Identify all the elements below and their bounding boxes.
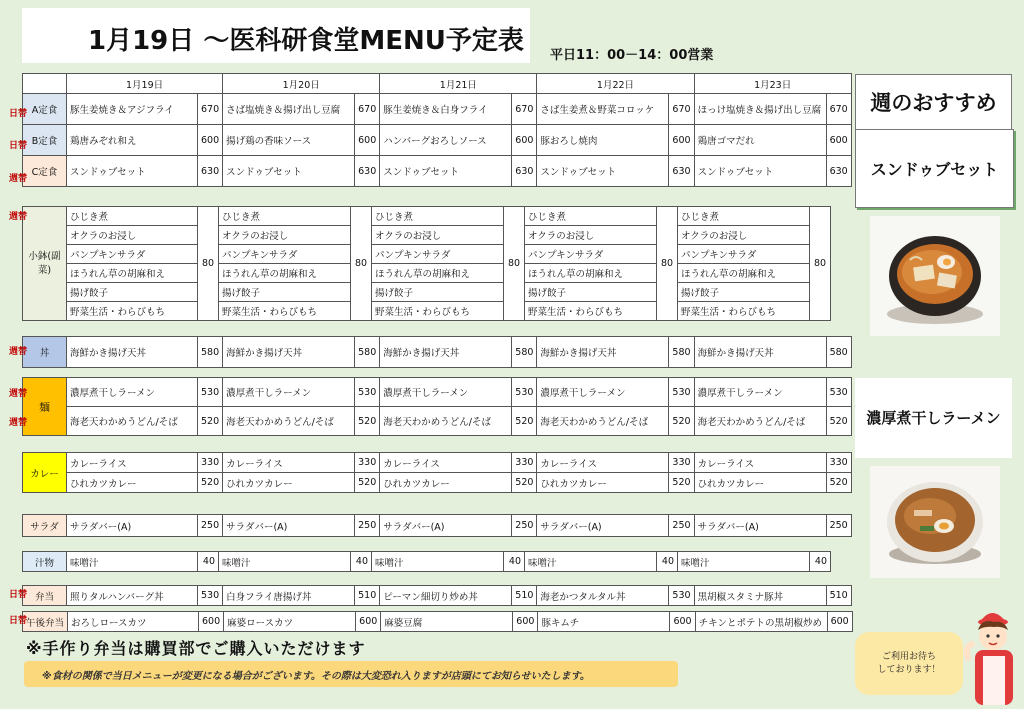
menu-price: 40 (810, 552, 831, 572)
menu-price: 670 (826, 94, 851, 125)
menu-price: 630 (512, 156, 537, 187)
side-dish-price: 80 (198, 207, 219, 321)
day-header: 1月21日 (380, 74, 537, 94)
staff-illustration (960, 598, 1024, 705)
menu-item: 海老天わかめうどん/そば (223, 407, 355, 436)
recommend-item-1: スンドゥブセット (855, 129, 1014, 208)
menu-price: 250 (826, 515, 851, 537)
side-dish-item: 揚げ餃子 (219, 283, 351, 302)
side-dish-item: 野菜生活・わらびもち (372, 302, 504, 321)
menu-item: ひれカツカレー (223, 473, 355, 493)
menu-price: 530 (355, 378, 380, 407)
menu-item: ほっけ塩焼き＆揚げ出し豆腐 (694, 94, 826, 125)
category-b: B定食 (23, 125, 67, 156)
menu-item: ひれカツカレー (67, 473, 198, 493)
category-men: 麺 (23, 378, 67, 436)
menu-item: 豚生姜焼き＆アジフライ (67, 94, 198, 125)
side-dish-item: 揚げ餃子 (67, 283, 198, 302)
page-title: 1月19日 ～医科研食堂MENU予定表 (88, 26, 524, 56)
ramen-photo (870, 466, 1000, 578)
category-gogo: 午後弁当 (23, 612, 68, 632)
menu-item: スンドゥブセット (537, 156, 669, 187)
category-salad: サラダ (23, 515, 67, 537)
side-dish-item: パンプキンサラダ (372, 245, 504, 264)
menu-price: 580 (669, 337, 694, 368)
menu-item: カレーライス (223, 453, 355, 473)
menu-item: 豚生姜焼き＆白身フライ (380, 94, 512, 125)
menu-price: 530 (669, 586, 694, 606)
category-a: A定食 (23, 94, 67, 125)
menu-price: 670 (198, 94, 223, 125)
side-dish-item: ほうれん草の胡麻和え (219, 264, 351, 283)
side-dish-price: 80 (810, 207, 831, 321)
side-dish-item: ひじき煮 (67, 207, 198, 226)
menu-item: 味噌汁 (678, 552, 810, 572)
menu-price: 510 (355, 586, 380, 606)
side-dish-item: 野菜生活・わらびもち (525, 302, 657, 321)
menu-item: 海老天わかめうどん/そば (380, 407, 512, 436)
menu-price: 520 (198, 407, 223, 436)
menu-price: 530 (669, 378, 694, 407)
disclaimer-text: ※食材の関係で当日メニューが変更になる場合がございます。その際は大変恐れ入りますが店頭にてお知らせいたします。 (42, 670, 590, 682)
menu-price: 520 (355, 407, 380, 436)
menu-price: 520 (826, 473, 851, 493)
menu-item: カレーライス (694, 453, 826, 473)
rotation-label: 週替 (9, 389, 28, 399)
menu-item: 海老天わかめうどん/そば (537, 407, 669, 436)
menu-item: カレーライス (380, 453, 512, 473)
menu-item: ひれカツカレー (380, 473, 512, 493)
rotation-label: 日替 (9, 141, 28, 151)
day-header: 1月20日 (223, 74, 380, 94)
day-header: 1月23日 (694, 74, 851, 94)
menu-item: 豚キムチ (538, 612, 670, 632)
menu-item: 麻婆豆腐 (381, 612, 513, 632)
side-dish-item: パンプキンサラダ (525, 245, 657, 264)
menu-item: 豚おろし焼肉 (537, 125, 669, 156)
menu-item: 照りタルハンバーグ丼 (67, 586, 198, 606)
menu-item: 白身フライ唐揚げ丼 (223, 586, 355, 606)
menu-item: スンドゥブセット (223, 156, 355, 187)
rotation-label: 週替 (9, 212, 28, 222)
menu-item: 黒胡椒スタミナ豚丼 (694, 586, 826, 606)
side-dish-item: ひじき煮 (525, 207, 657, 226)
menu-price: 580 (355, 337, 380, 368)
menu-item: カレーライス (67, 453, 198, 473)
menu-price: 630 (669, 156, 694, 187)
side-dish-item: 揚げ餃子 (372, 283, 504, 302)
menu-item: 揚げ鶏の香味ソース (223, 125, 355, 156)
menu-item: おろしロースカツ (68, 612, 199, 632)
menu-item: ひれカツカレー (537, 473, 669, 493)
menu-price: 600 (669, 125, 694, 156)
side-dish-item: パンプキンサラダ (219, 245, 351, 264)
menu-item: 海老天わかめうどん/そば (67, 407, 198, 436)
recommend-panel (855, 74, 1012, 130)
menu-item: 味噌汁 (67, 552, 198, 572)
side-dish-price: 80 (504, 207, 525, 321)
disclaimer-note (24, 661, 678, 687)
category-kobachi: 小鉢(副菜) (23, 207, 67, 321)
handmade-bento-note: ※手作り弁当は購買部でご購入いただけます (26, 639, 366, 658)
menu-price: 600 (198, 125, 223, 156)
menu-item: 海鮮かき揚げ天丼 (223, 337, 355, 368)
rotation-label: 日替 (9, 109, 28, 119)
rotation-label: 日替 (9, 590, 28, 600)
menu-item: ピーマン細切り炒め丼 (380, 586, 512, 606)
menu-price: 600 (670, 612, 695, 632)
menu-item: 味噌汁 (372, 552, 504, 572)
menu-item: サラダバー(A) (380, 515, 512, 537)
side-dish-item: オクラのお浸し (219, 226, 351, 245)
menu-price: 250 (355, 515, 380, 537)
side-dish-item: 野菜生活・わらびもち (219, 302, 351, 321)
side-dish-item: ほうれん草の胡麻和え (372, 264, 504, 283)
menu-item: チキンとポテトの黒胡椒炒め (695, 612, 827, 632)
side-dish-item: ほうれん草の胡麻和え (67, 264, 198, 283)
menu-price: 330 (826, 453, 851, 473)
menu-item: 海老天わかめうどん/そば (694, 407, 826, 436)
menu-item: スンドゥブセット (694, 156, 826, 187)
menu-price: 520 (669, 473, 694, 493)
header-blank (23, 74, 67, 94)
menu-item: 海鮮かき揚げ天丼 (537, 337, 669, 368)
menu-price: 250 (512, 515, 537, 537)
side-dish-item: 揚げ餃子 (525, 283, 657, 302)
menu-item: スンドゥブセット (67, 156, 198, 187)
menu-item: 濃厚煮干しラーメン (694, 378, 826, 407)
menu-price: 330 (669, 453, 694, 473)
menu-price: 40 (198, 552, 219, 572)
menu-item: 鶏唐みぞれ和え (67, 125, 198, 156)
menu-price: 670 (669, 94, 694, 125)
menu-price: 630 (826, 156, 851, 187)
bubble-text: ご利用お待ち しております！ (877, 651, 941, 675)
category-don: 丼 (23, 337, 67, 368)
side-dish-item: オクラのお浸し (372, 226, 504, 245)
menu-item: 濃厚煮干しラーメン (380, 378, 512, 407)
side-dish-item: 野菜生活・わらびもち (678, 302, 810, 321)
menu-price: 600 (513, 612, 538, 632)
menu-price: 530 (198, 586, 223, 606)
menu-price: 40 (351, 552, 372, 572)
day-header: 1月19日 (67, 74, 223, 94)
menu-item: 海鮮かき揚げ天丼 (694, 337, 826, 368)
menu-item: 海老かつタルタル丼 (537, 586, 669, 606)
menu-price: 520 (198, 473, 223, 493)
menu-price: 600 (356, 612, 381, 632)
rotation-label: 日替 (9, 616, 28, 626)
menu-item: 鶏唐ゴマだれ (694, 125, 826, 156)
sundubu-photo (870, 216, 1000, 336)
menu-item: 味噌汁 (219, 552, 351, 572)
side-dish-item: オクラのお浸し (525, 226, 657, 245)
menu-price: 670 (355, 94, 380, 125)
menu-item: ひれカツカレー (694, 473, 826, 493)
menu-item: さば塩焼き＆揚げ出し豆腐 (223, 94, 355, 125)
side-dish-item: 揚げ餃子 (678, 283, 810, 302)
menu-price: 600 (826, 125, 851, 156)
category-bento: 弁当 (23, 586, 67, 606)
menu-price: 520 (512, 473, 537, 493)
side-dish-item: ほうれん草の胡麻和え (525, 264, 657, 283)
menu-item: サラダバー(A) (537, 515, 669, 537)
menu-price: 510 (512, 586, 537, 606)
category-c: C定食 (23, 156, 67, 187)
menu-price: 510 (826, 586, 851, 606)
menu-price: 520 (826, 407, 851, 436)
menu-item: 濃厚煮干しラーメン (223, 378, 355, 407)
recommend-item-2: 濃厚煮干しラーメン (855, 378, 1012, 458)
menu-item: サラダバー(A) (223, 515, 355, 537)
menu-price: 250 (198, 515, 223, 537)
rotation-label: 週替 (9, 347, 28, 357)
menu-price: 40 (657, 552, 678, 572)
menu-price: 330 (355, 453, 380, 473)
side-dish-item: ほうれん草の胡麻和え (678, 264, 810, 283)
menu-price: 530 (826, 378, 851, 407)
menu-price: 520 (355, 473, 380, 493)
side-dish-item: ひじき煮 (372, 207, 504, 226)
menu-price: 580 (512, 337, 537, 368)
menu-price: 600 (355, 125, 380, 156)
menu-price: 530 (198, 378, 223, 407)
side-dish-item: 野菜生活・わらびもち (67, 302, 198, 321)
business-hours: 平日11：00－14：00営業 (550, 48, 714, 63)
category-curry: カレー (23, 453, 67, 493)
side-dish-price: 80 (351, 207, 372, 321)
rotation-label: 週替 (9, 418, 28, 428)
menu-price: 250 (669, 515, 694, 537)
rotation-label: 週替 (9, 174, 28, 184)
menu-item: 濃厚煮干しラーメン (537, 378, 669, 407)
menu-price: 520 (512, 407, 537, 436)
menu-item: カレーライス (537, 453, 669, 473)
menu-item: 味噌汁 (525, 552, 657, 572)
menu-price: 670 (512, 94, 537, 125)
menu-price: 520 (669, 407, 694, 436)
menu-item: 海鮮かき揚げ天丼 (67, 337, 198, 368)
menu-price: 630 (355, 156, 380, 187)
side-dish-item: オクラのお浸し (678, 226, 810, 245)
menu-item: スンドゥブセット (380, 156, 512, 187)
side-dish-item: パンプキンサラダ (67, 245, 198, 264)
menu-price: 580 (826, 337, 851, 368)
side-dish-item: ひじき煮 (219, 207, 351, 226)
side-dish-item: オクラのお浸し (67, 226, 198, 245)
menu-price: 40 (504, 552, 525, 572)
menu-price: 530 (512, 378, 537, 407)
menu-item: ハンバーグおろしソース (380, 125, 512, 156)
menu-item: 麻婆ロースカツ (224, 612, 356, 632)
menu-price: 330 (512, 453, 537, 473)
category-soup: 汁物 (23, 552, 67, 572)
side-dish-item: パンプキンサラダ (678, 245, 810, 264)
menu-item: 海鮮かき揚げ天丼 (380, 337, 512, 368)
menu-price: 600 (827, 612, 852, 632)
menu-item: 濃厚煮干しラーメン (67, 378, 198, 407)
speech-bubble (855, 632, 963, 695)
menu-price: 580 (198, 337, 223, 368)
menu-item: サラダバー(A) (694, 515, 826, 537)
menu-price: 630 (198, 156, 223, 187)
side-dish-price: 80 (657, 207, 678, 321)
day-header: 1月22日 (537, 74, 694, 94)
side-dish-item: ひじき煮 (678, 207, 810, 226)
menu-price: 330 (198, 453, 223, 473)
menu-item: サラダバー(A) (67, 515, 198, 537)
menu-item: さば生姜煮＆野菜コロッケ (537, 94, 669, 125)
recommend-heading: 週のおすすめ (855, 74, 1012, 130)
menu-price: 600 (512, 125, 537, 156)
menu-price: 600 (199, 612, 224, 632)
